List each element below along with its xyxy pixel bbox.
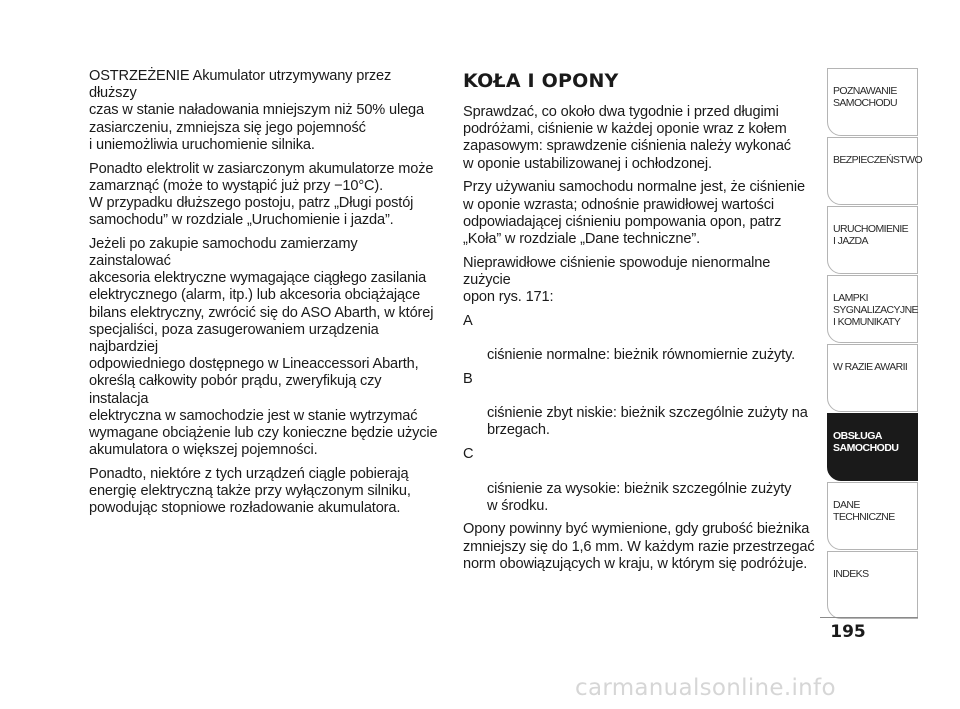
left-column [89,68,441,524]
tab-w-razie-awarii[interactable]: W RAZIE AWARII [827,344,918,412]
tab-obsluga-samochodu[interactable]: OBSŁUGA SAMOCHODU [827,413,918,481]
intro-paragraph: Sprawdzać, co około dwa tygodnie i przed długimi podróżami, ciśnienie w każdej oponie wraz z kołem zapasowym: sprawdzenie ciśnienia należy wykonać w oponie ustabilizowanej i ochłodzonej. [463,104,791,172]
electrolyte-paragraph: Ponadto elektrolit w zasiarczonym akumulatorze może zamarznąć (może to wystąpić już przy −10°C). W przypadku dłuższego postoju, patrz „Długi postój samochodu” w rozdziale „Uruchomienie i jazda”. [89,160,434,229]
list-marker: C [463,446,474,463]
list-text: ciśnienie zbyt niskie: bieżnik szczególnie zużyty na brzegach. [487,405,808,439]
closing-paragraph: Opony powinny być wymienione, gdy grubość bieżnika zmniejszy się do 1,6 mm. W każdym razie przestrzegać norm obowiązujących w kraju, w którym się podróżuje. [463,521,815,572]
list-item [463,313,815,365]
list-text: ciśnienie za wysokie: bieżnik szczególnie zużyty w środku. [487,480,792,514]
right-column [463,68,815,580]
section-heading: KOŁA I OPONY [463,70,619,92]
intro-paragraph: Nieprawidłowe ciśnienie spowoduje nienormalne zużycie opon rys. 171: [463,254,771,306]
tab-poznawanie-samochodu[interactable]: POZNAWANIE SAMOCHODU [827,68,918,136]
accessories-paragraph: Jeżeli po zakupie samochodu zamierzamy zainstalować akcesoria elektryczne wymagające ciągłego zasilania elektrycznego (alarm, itp.) lub akcesoria obciążające bilans elektryczny, zwrócić się do ASO Abarth, w której specjaliści, poza zasugerowaniem urządzenia najbardziej odpowiedniego dostępnego w Lineaccessori Abarth, określą całkowity pobór prądu, zweryfikują czy instalacja elektryczna w samochodzie jest w stanie wytrzymać wymagane obciążenie lub czy konieczne będzie użycie akumulatora o większej pojemności. [89,235,438,459]
discharge-paragraph: Ponadto, niektóre z tych urządzeń ciągle pobierają energię elektryczną także przy wyłączonym silniku, powodując stopniowe rozładowanie akumulatora. [89,465,411,517]
tab-lampki-sygnalizacyjne[interactable]: LAMPKI SYGNALIZACYJNE I KOMUNIKATY [827,275,918,343]
tab-uruchomienie-i-jazda[interactable]: URUCHOMIENIE I JAZDA [827,206,918,274]
tab-dane-techniczne[interactable]: DANE TECHNICZNE [827,482,918,550]
list-marker: A [463,312,473,329]
list-item [463,446,815,515]
intro-paragraph: Przy używaniu samochodu normalne jest, że ciśnienie w oponie wzrasta; odnośnie prawidłowej wartości odpowiadającej ciśnieniu pompowania opon, patrz „Koła” w rozdziale „Dane techniczne”. [463,179,805,247]
list-item [463,371,815,440]
tab-indeks[interactable]: INDEKS [827,551,918,619]
tab-bezpieczenstwo[interactable]: BEZPIECZEŃSTWO [827,137,918,205]
watermark: carmanualsonline.info [575,675,836,701]
page-number: 195 [830,622,866,642]
warning-paragraph: OSTRZEŻENIE Akumulator utrzymywany przez dłuższy czas w stanie naładowania mniejszym niż 50% ulega zasiarczeniu, zmniejsza się jego pojemność i uniemożliwia uruchomienie silnika. [89,68,424,153]
list-text: ciśnienie normalne: bieżnik równomiernie zużyty. [487,347,796,364]
list-marker: B [463,370,473,387]
page-number-rule [820,617,918,618]
